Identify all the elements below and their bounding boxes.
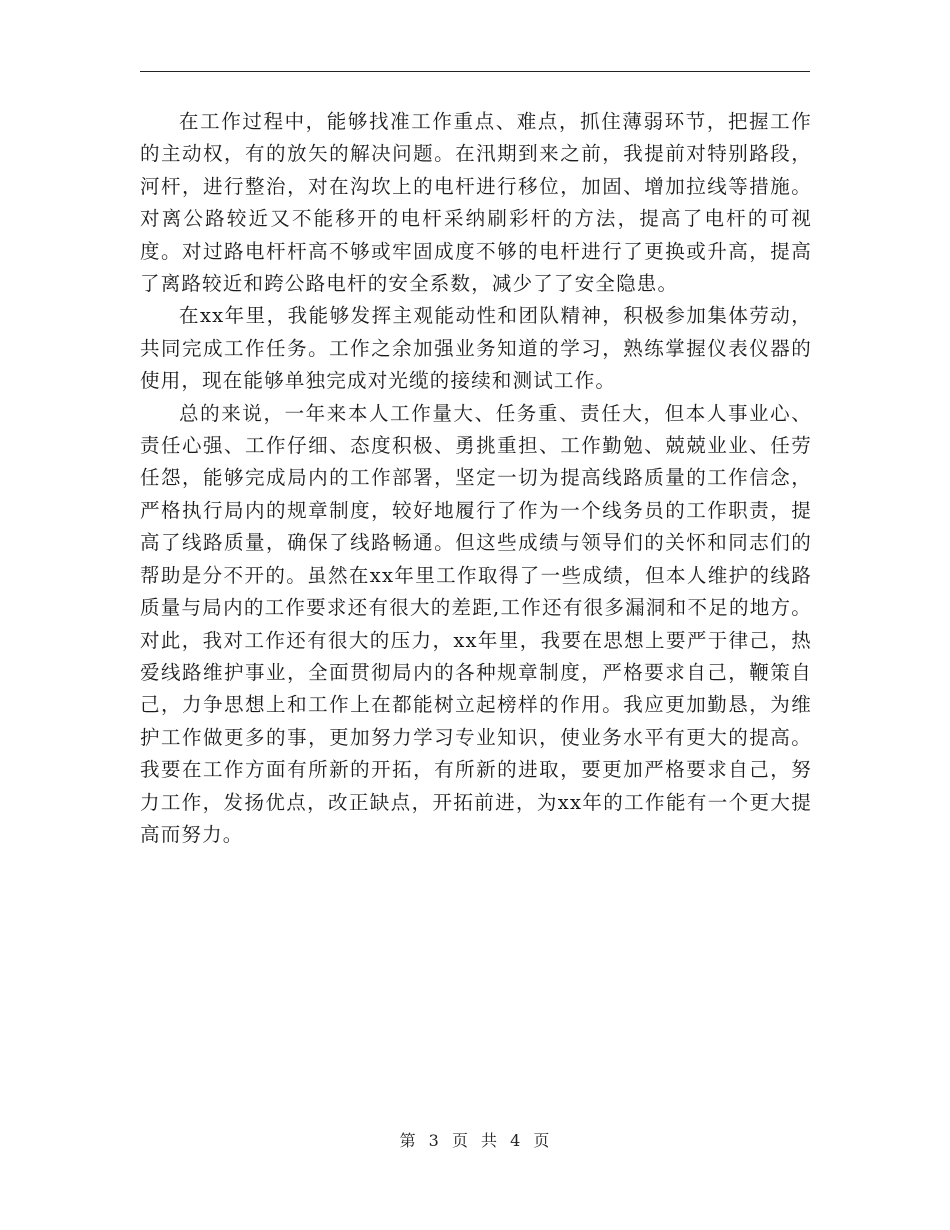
- header-rule: [140, 71, 810, 72]
- page-number: 第 3 页 共 4 页: [399, 1131, 551, 1150]
- document-body: [140, 106, 812, 851]
- paragraph-teamwork: 在xx年里，我能够发挥主观能动性和团队精神，积极参加集体劳动，共同完成工作任务。工作之余加强业务知道的学习，熟练掌握仪表仪器的使用，现在能够单独完成对光缆的接续和测试工作。: [140, 304, 812, 393]
- paragraph-summary: 总的来说，一年来本人工作量大、任务重、责任大，但本人事业心、责任心强、工作仔细、态度积极、勇挑重担、工作勤勉、兢兢业业、任劳任怨，能够完成局内的工作部署，坚定一切为提高线路质量的工作信念，严格执行局内的规章制度，较好地履行了作为一个线务员的工作职责，提高了线路质量，确保了线路畅通。但这些成绩与领导们的关怀和同志们的帮助是分不开的。虽然在xx年里工作取得了一些成绩，但本人维护的线路质量与局内的工作要求还有很大的差距,工作还有很多漏洞和不足的地方。对此，我对工作还有很大的压力，xx年里，我要在思想上要严于律己，热爱线路维护事业，全面贯彻局内的各种规章制度，严格要求自己，鞭策自己，力争思想上和工作上在都能树立起榜样的作用。我应更加勤恳，为维护工作做更多的事，更加努力学习专业知识，使业务水平有更大的提高。我要在工作方面有所新的开拓，有所新的进取，要更加严格要求自己，努力工作，发扬优点，改正缺点，开拓前进，为xx年的工作能有一个更大提高而努力。: [140, 401, 812, 846]
- paragraph-work-process: 在工作过程中，能够找准工作重点、难点，抓住薄弱环节，把握工作的主动权，有的放矢的解决问题。在汛期到来之前，我提前对特别路段，河杆，进行整治，对在沟坎上的电杆进行移位，加固、增加拉线等措施。对离公路较近又不能移开的电杆采纳刷彩杆的方法，提高了电杆的可视度。对过路电杆杆高不够或牢固成度不够的电杆进行了更换或升高，提高了离路较近和跨公路电杆的安全系数，减少了了安全隐患。: [140, 110, 812, 296]
